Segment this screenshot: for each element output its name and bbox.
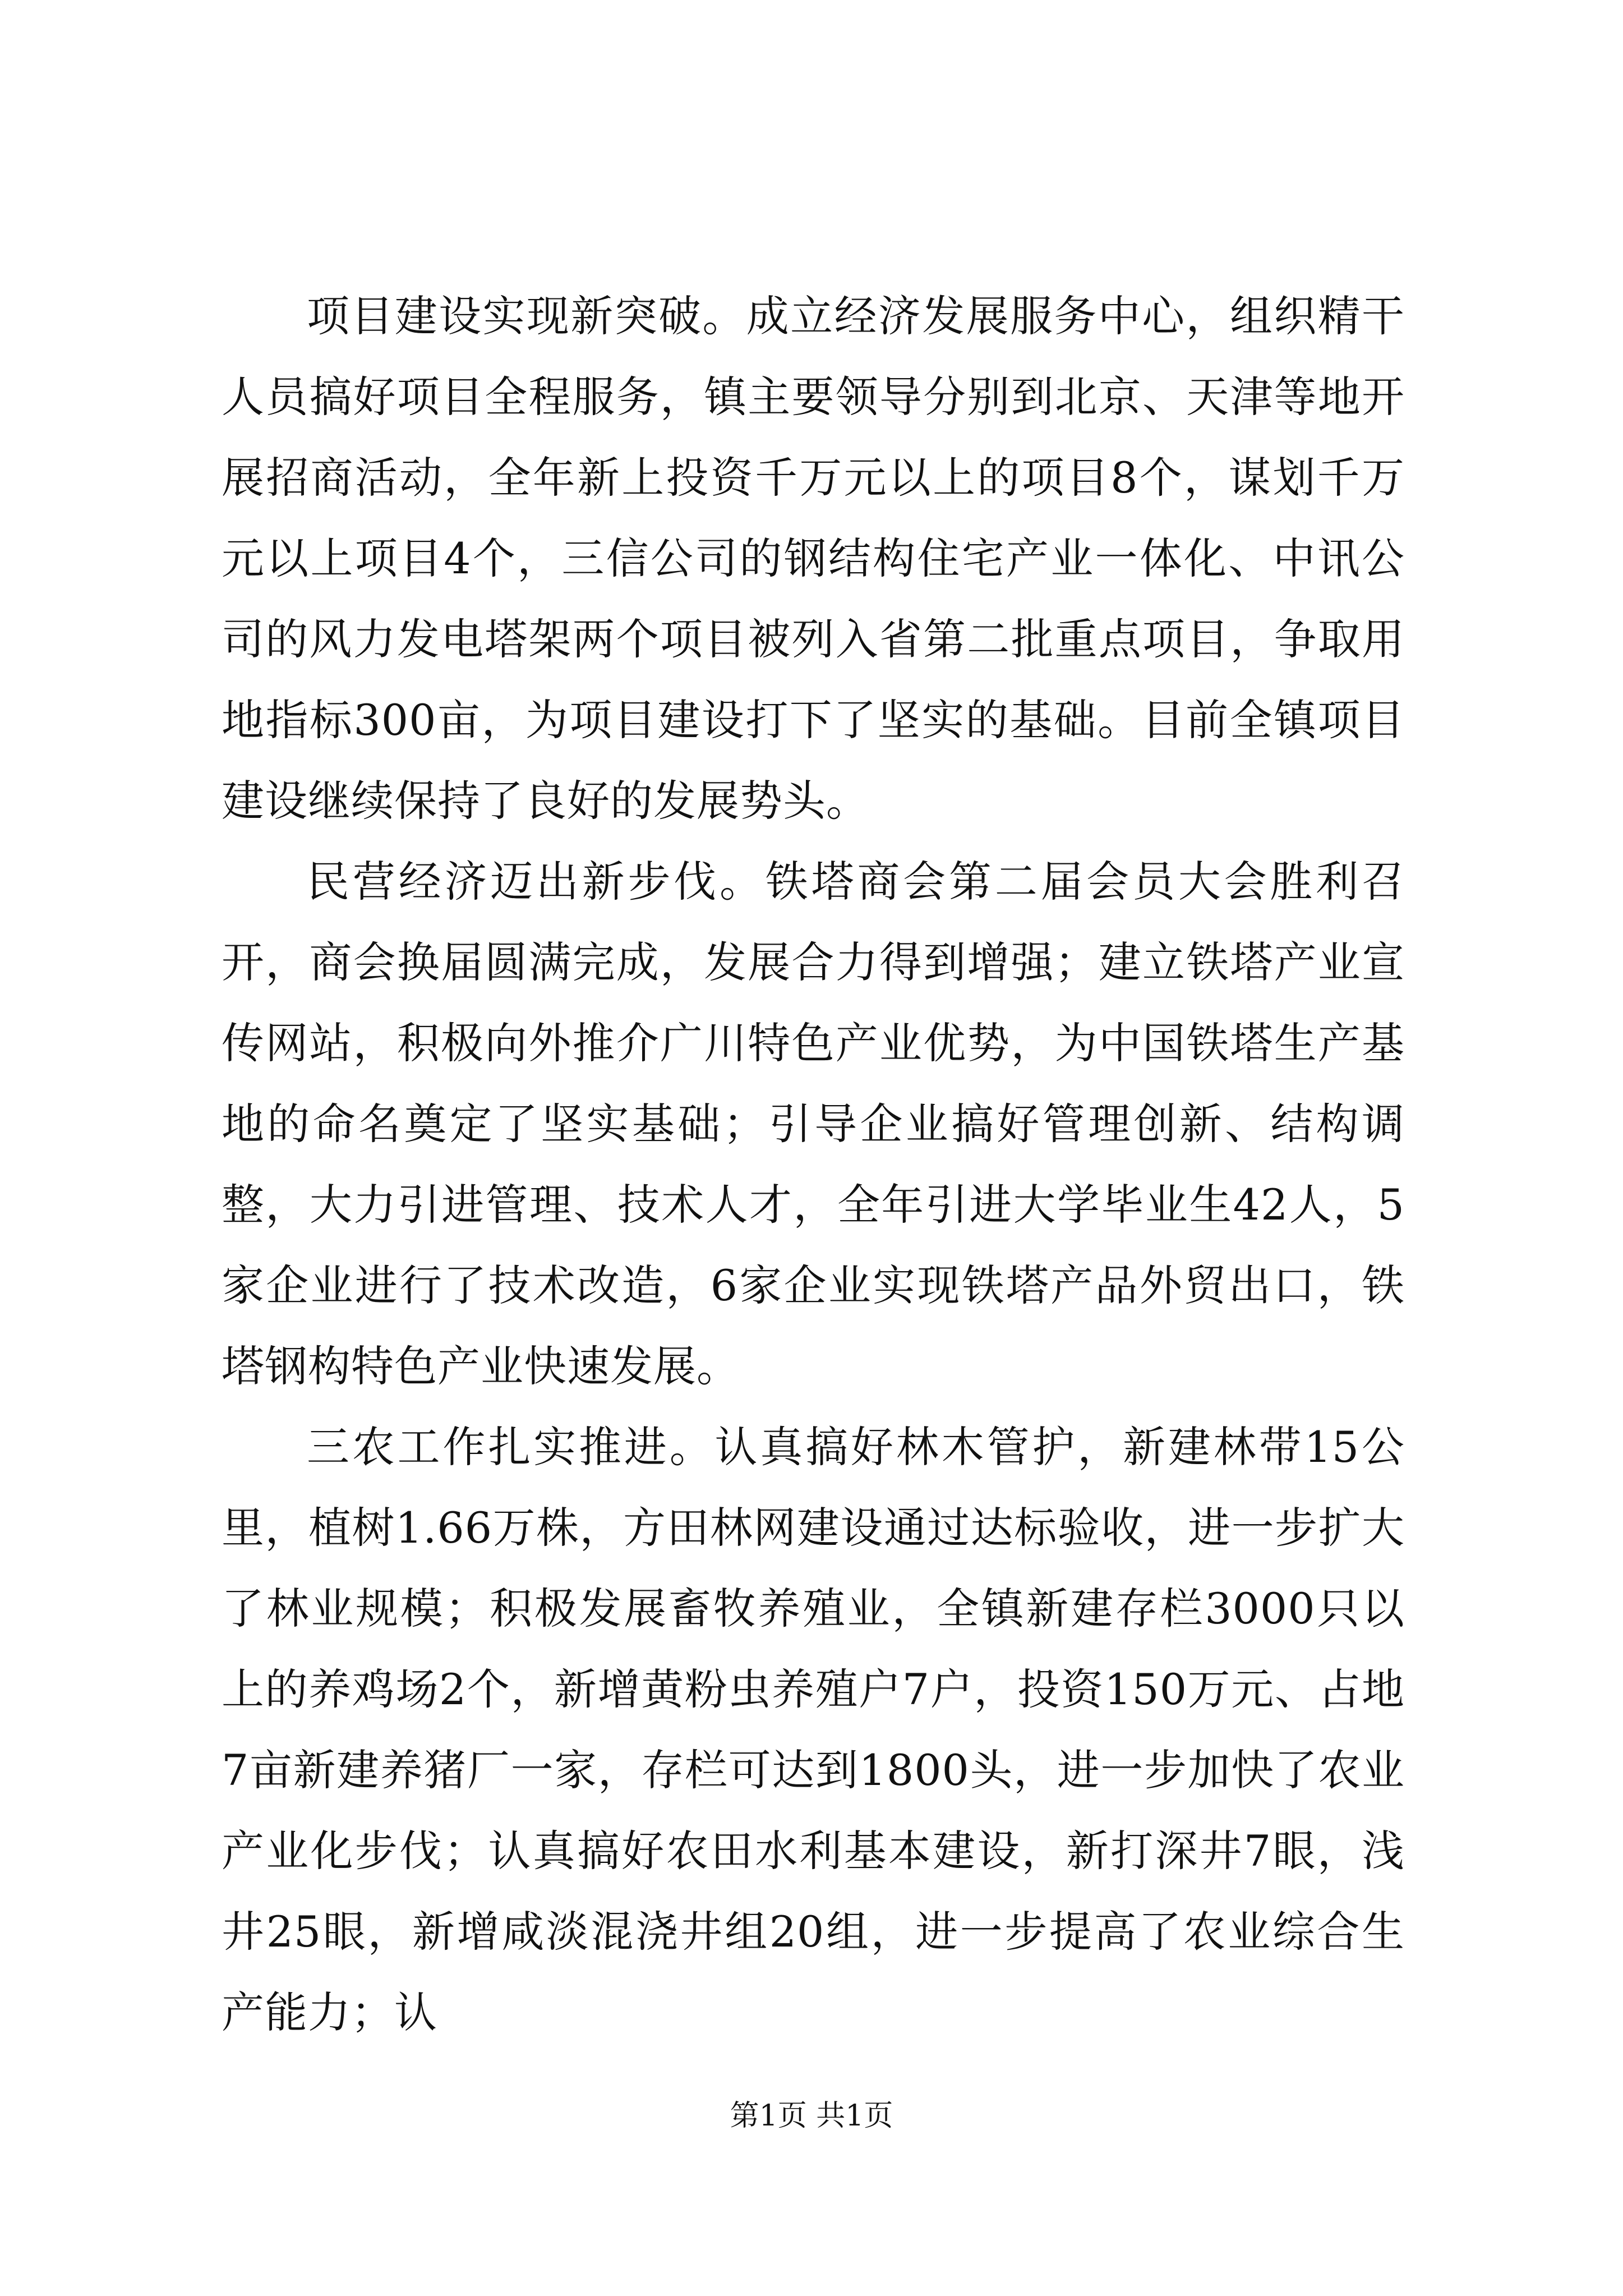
- paragraph-project-construction: 项目建设实现新突破。成立经济发展服务中心，组织精干人员搞好项目全程服务，镇主要领导分别到北京、天津等地开展招商活动，全年新上投资千万元以上的项目8个，谋划千万元以上项目4个，三信公司的钢结构住宅产业一体化、中讯公司的风力发电塔架两个项目被列入省第二批重点项目，争取用地指标300亩，为项目建设打下了坚实的基础。目前全镇项目建设继续保持了良好的发展势头。: [222, 291, 1405, 826]
- paragraph-agriculture-work: 三农工作扎实推进。认真搞好林木管护，新建林带15公里，植树1.66万株，方田林网建设通过达标验收，进一步扩大了林业规模；积极发展畜牧养殖业，全镇新建存栏3000只以上的养鸡场2个，新增黄粉虫养殖户7户，投资150万元、占地7亩新建养猪厂一家，存栏可达到1800头，进一步加快了农业产业化步伐；认真搞好农田水利基本建设，新打深井7眼，浅井25眼，新增咸淡混浇井组20组，进一步提高了农业综合生产能力；认: [222, 1422, 1405, 2037]
- page-footer: 第1页 共1页: [730, 2099, 893, 2133]
- paragraph-private-economy: 民营经济迈出新步伐。铁塔商会第二届会员大会胜利召开，商会换届圆满完成，发展合力得到增强；建立铁塔产业宣传网站，积极向外推介广川特色产业优势，为中国铁塔生产基地的命名奠定了坚实基础；引导企业搞好管理创新、结构调整，大力引进管理、技术人才，全年引进大学毕业生42人，5家企业进行了技术改造，6家企业实现铁塔产品外贸出口，铁塔钢构特色产业快速发展。: [222, 857, 1405, 1391]
- document-body: [222, 276, 1405, 2053]
